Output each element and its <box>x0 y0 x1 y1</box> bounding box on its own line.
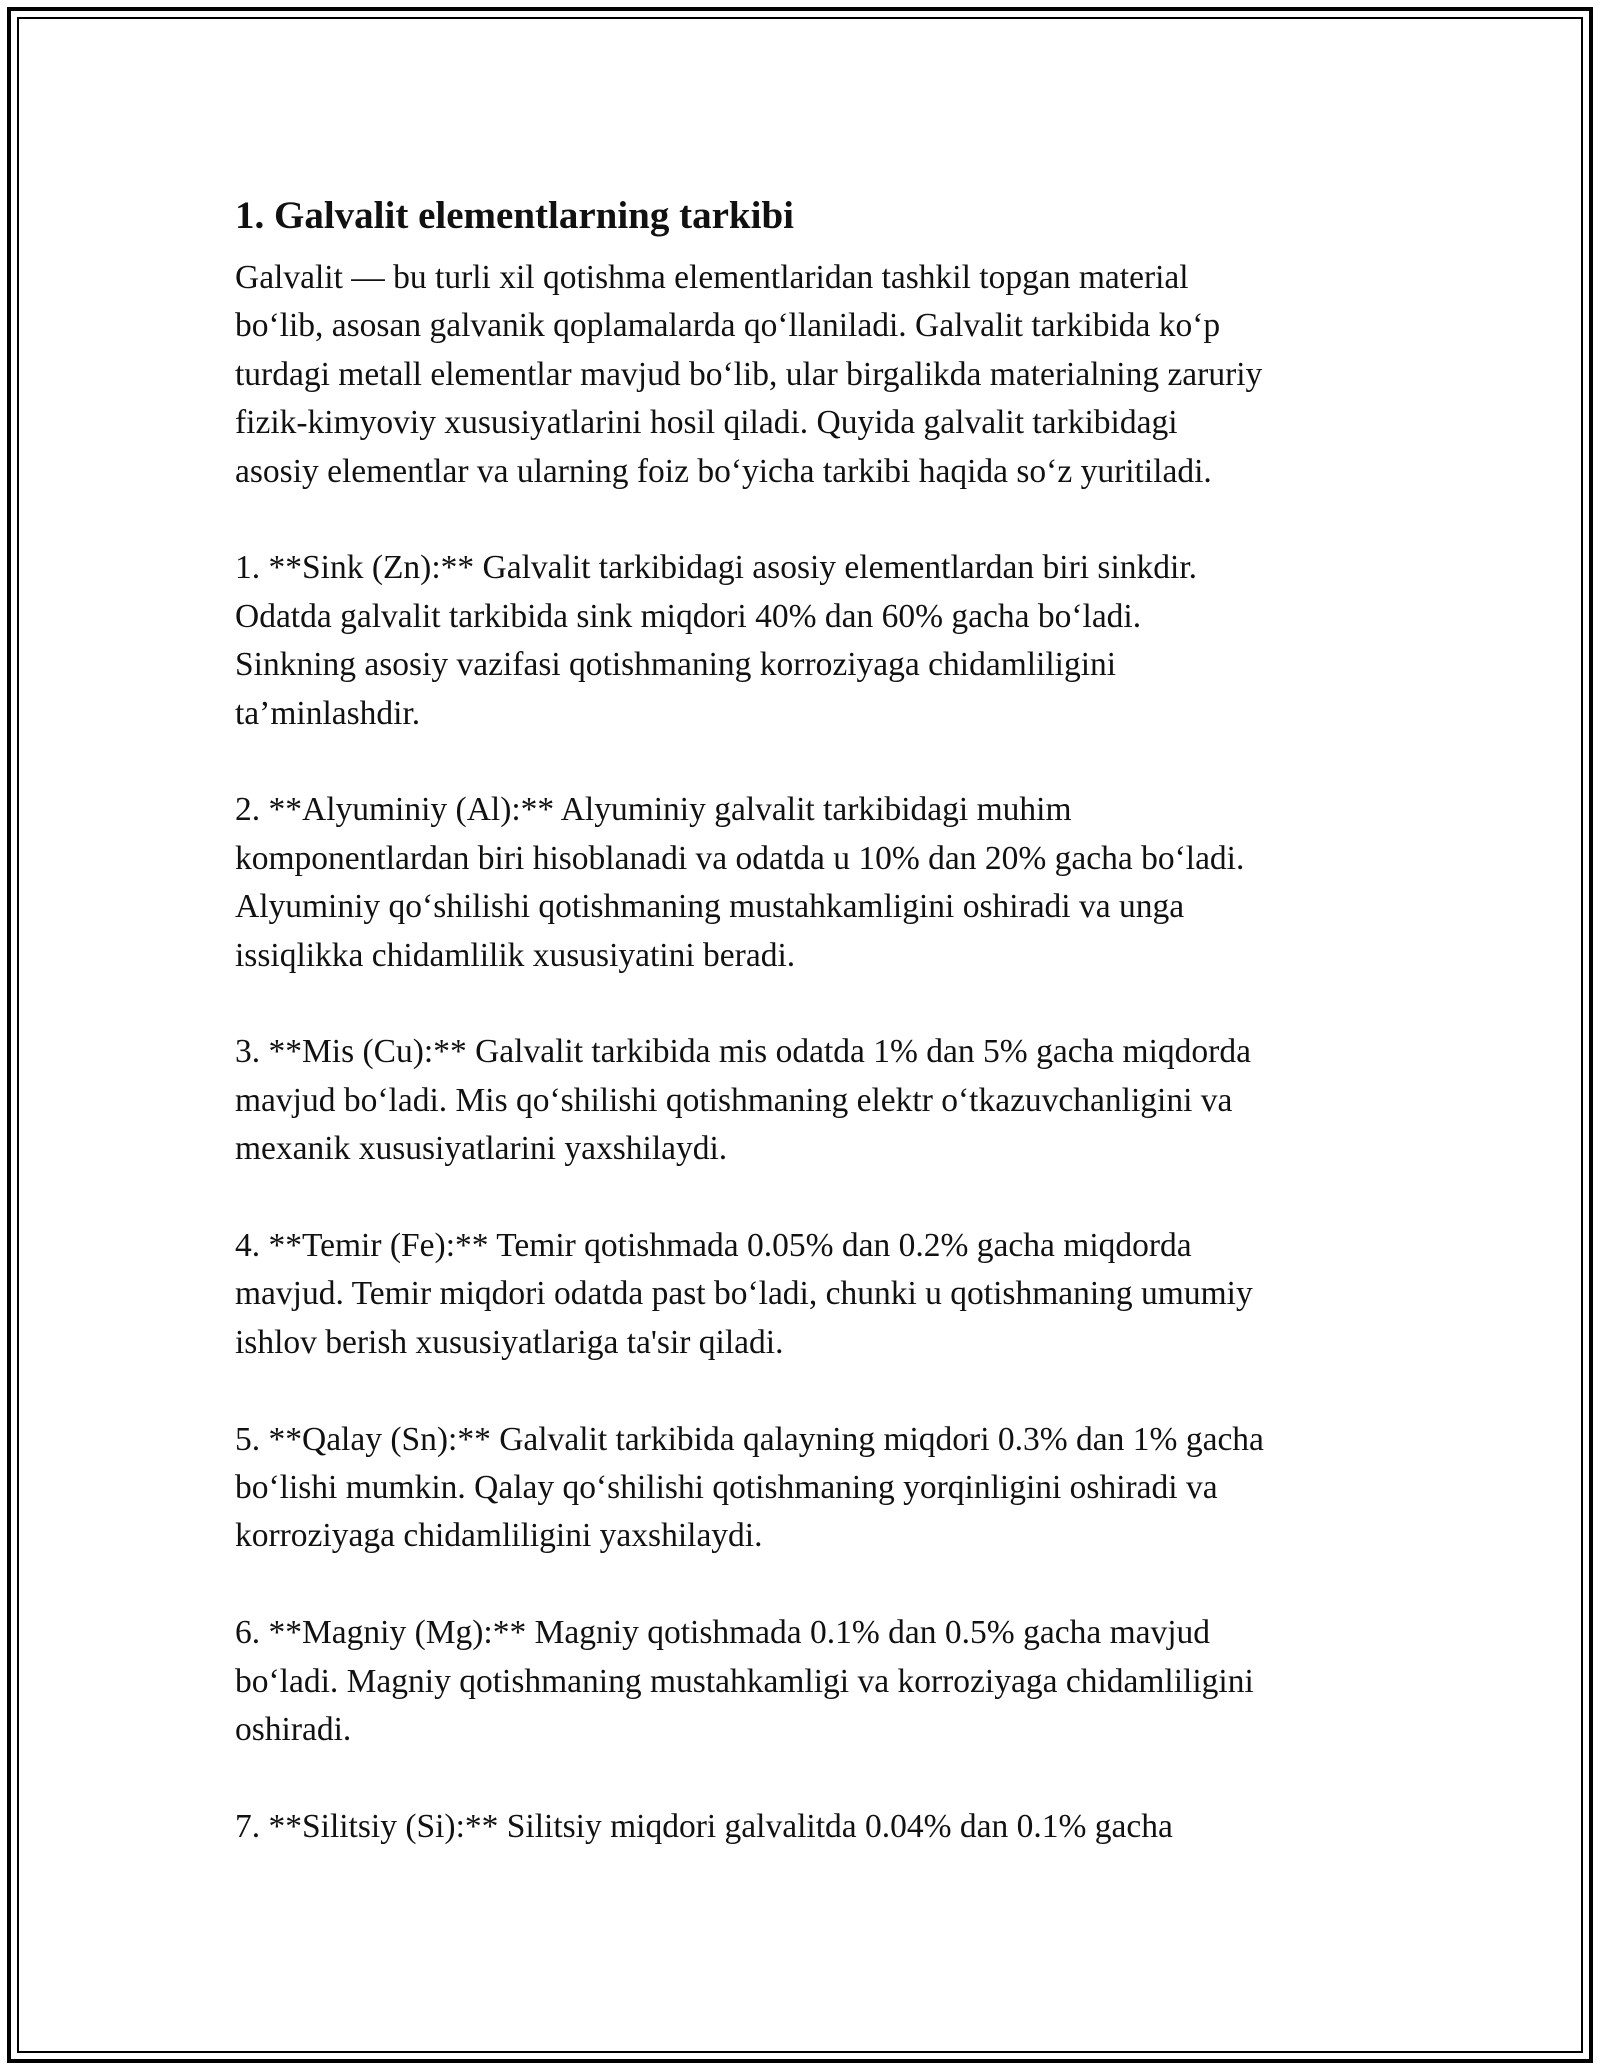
paragraph-line: 1. **Sink (Zn):** Galvalit tarkibidagi asosiy elementlardan biri sinkdir. <box>235 549 1198 587</box>
list-item-magnesium <box>235 1609 1370 1754</box>
paragraph-line: 2. **Alyuminiy (Al):** Alyuminiy galvalit tarkibidagi muhim <box>235 791 1072 829</box>
paragraph-line: Sinkning asosiy vazifasi qotishmaning korroziyaga chidamliligini <box>235 646 1117 684</box>
paragraph-line: Odatda galvalit tarkibida sink miqdori 40% dan 60% gacha bo‘ladi. <box>235 597 1142 635</box>
paragraph-line: korroziyaga chidamliligini yaxshilaydi. <box>235 1517 763 1555</box>
paragraph-line: fizik-kimyoviy xususiyatlarini hosil qiladi. Quyida galvalit tarkibidagi <box>235 404 1178 442</box>
paragraph-line: issiqlikka chidamlilik xususiyatini beradi. <box>235 936 796 974</box>
paragraph-line: 5. **Qalay (Sn):** Galvalit tarkibida qalayning miqdori 0.3% dan 1% gacha <box>235 1420 1264 1458</box>
paragraph-line: Galvalit — bu turli xil qotishma elementlaridan tashkil topgan material <box>235 259 1189 296</box>
paragraph-line: oshiradi. <box>235 1711 352 1749</box>
list-item-aluminium <box>235 786 1370 980</box>
paragraph-line: 6. **Magniy (Mg):** Magniy qotishmada 0.1% dan 0.5% gacha mavjud <box>235 1614 1211 1652</box>
paragraph-line: 7. **Silitsiy (Si):** Silitsiy miqdori galvalitda 0.04% dan 0.1% gacha <box>235 1807 1173 1845</box>
paragraph-line: mavjud. Temir miqdori odatda past bo‘ladi, chunki u qotishmaning umumiy <box>235 1275 1253 1313</box>
paragraph-line: 3. **Mis (Cu):** Galvalit tarkibida mis odatda 1% dan 5% gacha miqdorda <box>235 1033 1251 1071</box>
list-item-copper <box>235 1028 1370 1173</box>
paragraph-line: turdagi metall elementlar mavjud bo‘lib, ular birgalikda materialning zaruriy <box>235 355 1263 393</box>
paragraph-line: Alyuminiy qo‘shilishi qotishmaning mustahkamligini oshiradi va unga <box>235 888 1185 926</box>
paragraph-line: mexanik xususiyatlarini yaxshilaydi. <box>235 1130 728 1168</box>
list-item-zinc <box>235 544 1370 738</box>
paragraph-line: ishlov berish xususiyatlariga ta'sir qiladi. <box>235 1323 784 1361</box>
paragraph-line: bo‘lishi mumkin. Qalay qo‘shilishi qotishmaning yorqinligini oshiradi va <box>235 1469 1218 1507</box>
list-item-iron <box>235 1222 1370 1367</box>
paragraph-line: bo‘lib, asosan galvanik qoplamalarda qo‘llaniladi. Galvalit tarkibida ko‘p <box>235 307 1221 345</box>
document-body <box>235 188 1370 1900</box>
intro-paragraph <box>235 254 1370 496</box>
paragraph-line: komponentlardan biri hisoblanadi va odatda u 10% dan 20% gacha bo‘ladi. <box>235 839 1245 877</box>
paragraph-line: asosiy elementlar va ularning foiz bo‘yicha tarkibi haqida so‘z yuritiladi. <box>235 452 1212 490</box>
list-item-tin <box>235 1416 1370 1561</box>
paragraph-line: bo‘ladi. Magniy qotishmaning mustahkamligi va korroziyaga chidamliligini <box>235 1662 1254 1700</box>
paragraph-line: 4. **Temir (Fe):** Temir qotishmada 0.05% dan 0.2% gacha miqdorda <box>235 1227 1192 1265</box>
list-item-silicon <box>235 1803 1370 1851</box>
paragraph-line: ta’minlashdir. <box>235 694 421 732</box>
paragraph-line: mavjud bo‘ladi. Mis qo‘shilishi qotishmaning elektr o‘tkazuvchanligini va <box>235 1081 1233 1119</box>
section-heading: 1. Galvalit elementlarning tarkibi <box>235 194 794 237</box>
